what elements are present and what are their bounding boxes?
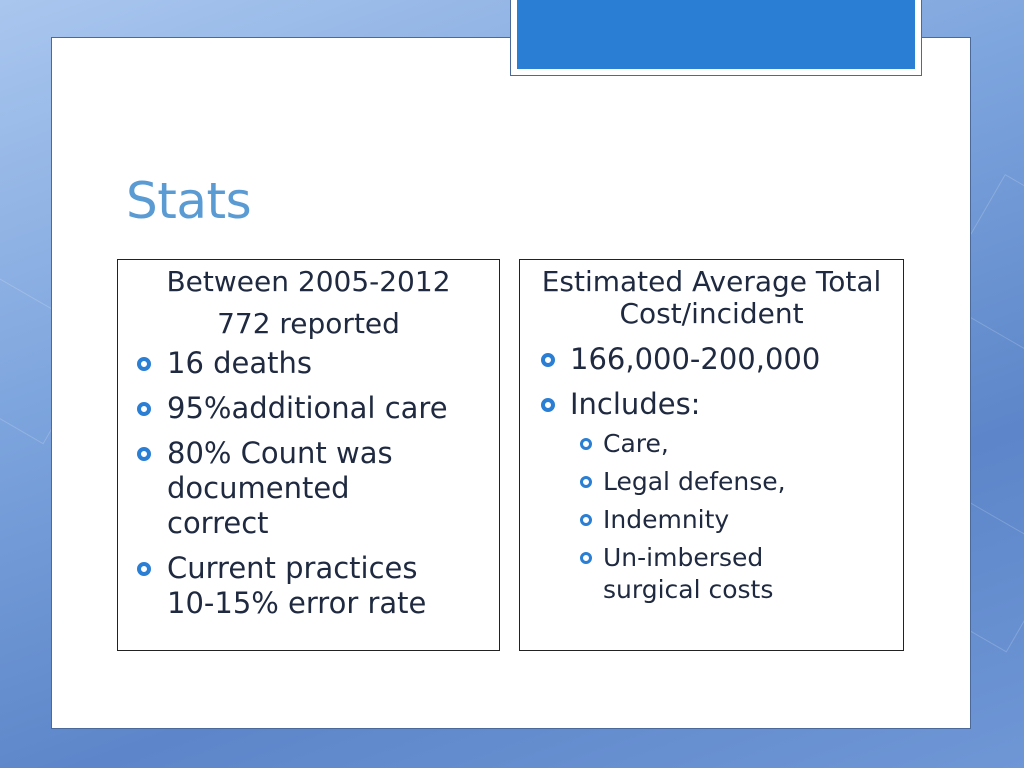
hollow-circle-bullet-icon [137,447,151,461]
list-item [520,342,903,377]
list-item-text: 16 deaths [167,346,312,380]
left-content-box [117,259,500,651]
list-item-text: Care, [603,429,669,458]
list-item [520,387,903,422]
list-item [520,466,903,498]
list-item-text: Indemnity [603,505,730,534]
list-item [118,346,499,381]
right-heading: Estimated Average Total Cost/incident [541,265,882,330]
list-item [118,551,499,621]
slide-title: Stats [126,172,252,230]
list-item [520,504,903,536]
list-item [520,428,903,460]
list-item [118,391,499,426]
title-accent-tab [510,0,922,76]
list-item-text: 166,000-200,000 [570,342,821,376]
right-bullet-list [520,342,903,606]
list-item-text: Un-imbersed surgical costs [603,543,774,604]
hollow-circle-bullet-icon [580,476,592,488]
list-item-text: 80% Count was documented correct [167,436,393,540]
title-accent-bar [517,0,915,69]
list-item [520,542,903,606]
left-heading-line: Between 2005-2012 [166,265,451,298]
hollow-circle-bullet-icon [137,357,151,371]
hollow-circle-bullet-icon [137,562,151,576]
left-heading-line: 772 reported [217,307,400,340]
hollow-circle-bullet-icon [580,514,592,526]
right-content-box [519,259,904,651]
list-item-text: 95%additional care [167,391,448,425]
hollow-circle-bullet-icon [541,398,555,412]
hollow-circle-bullet-icon [541,353,555,367]
hollow-circle-bullet-icon [137,402,151,416]
list-item-text: Includes: [570,387,701,421]
list-item [118,436,499,541]
hollow-circle-bullet-icon [580,552,592,564]
hollow-circle-bullet-icon [580,438,592,450]
list-item-text: Legal defense, [603,467,786,496]
list-item-text: Current practices 10-15% error rate [167,551,427,620]
left-bullet-list [118,346,499,621]
